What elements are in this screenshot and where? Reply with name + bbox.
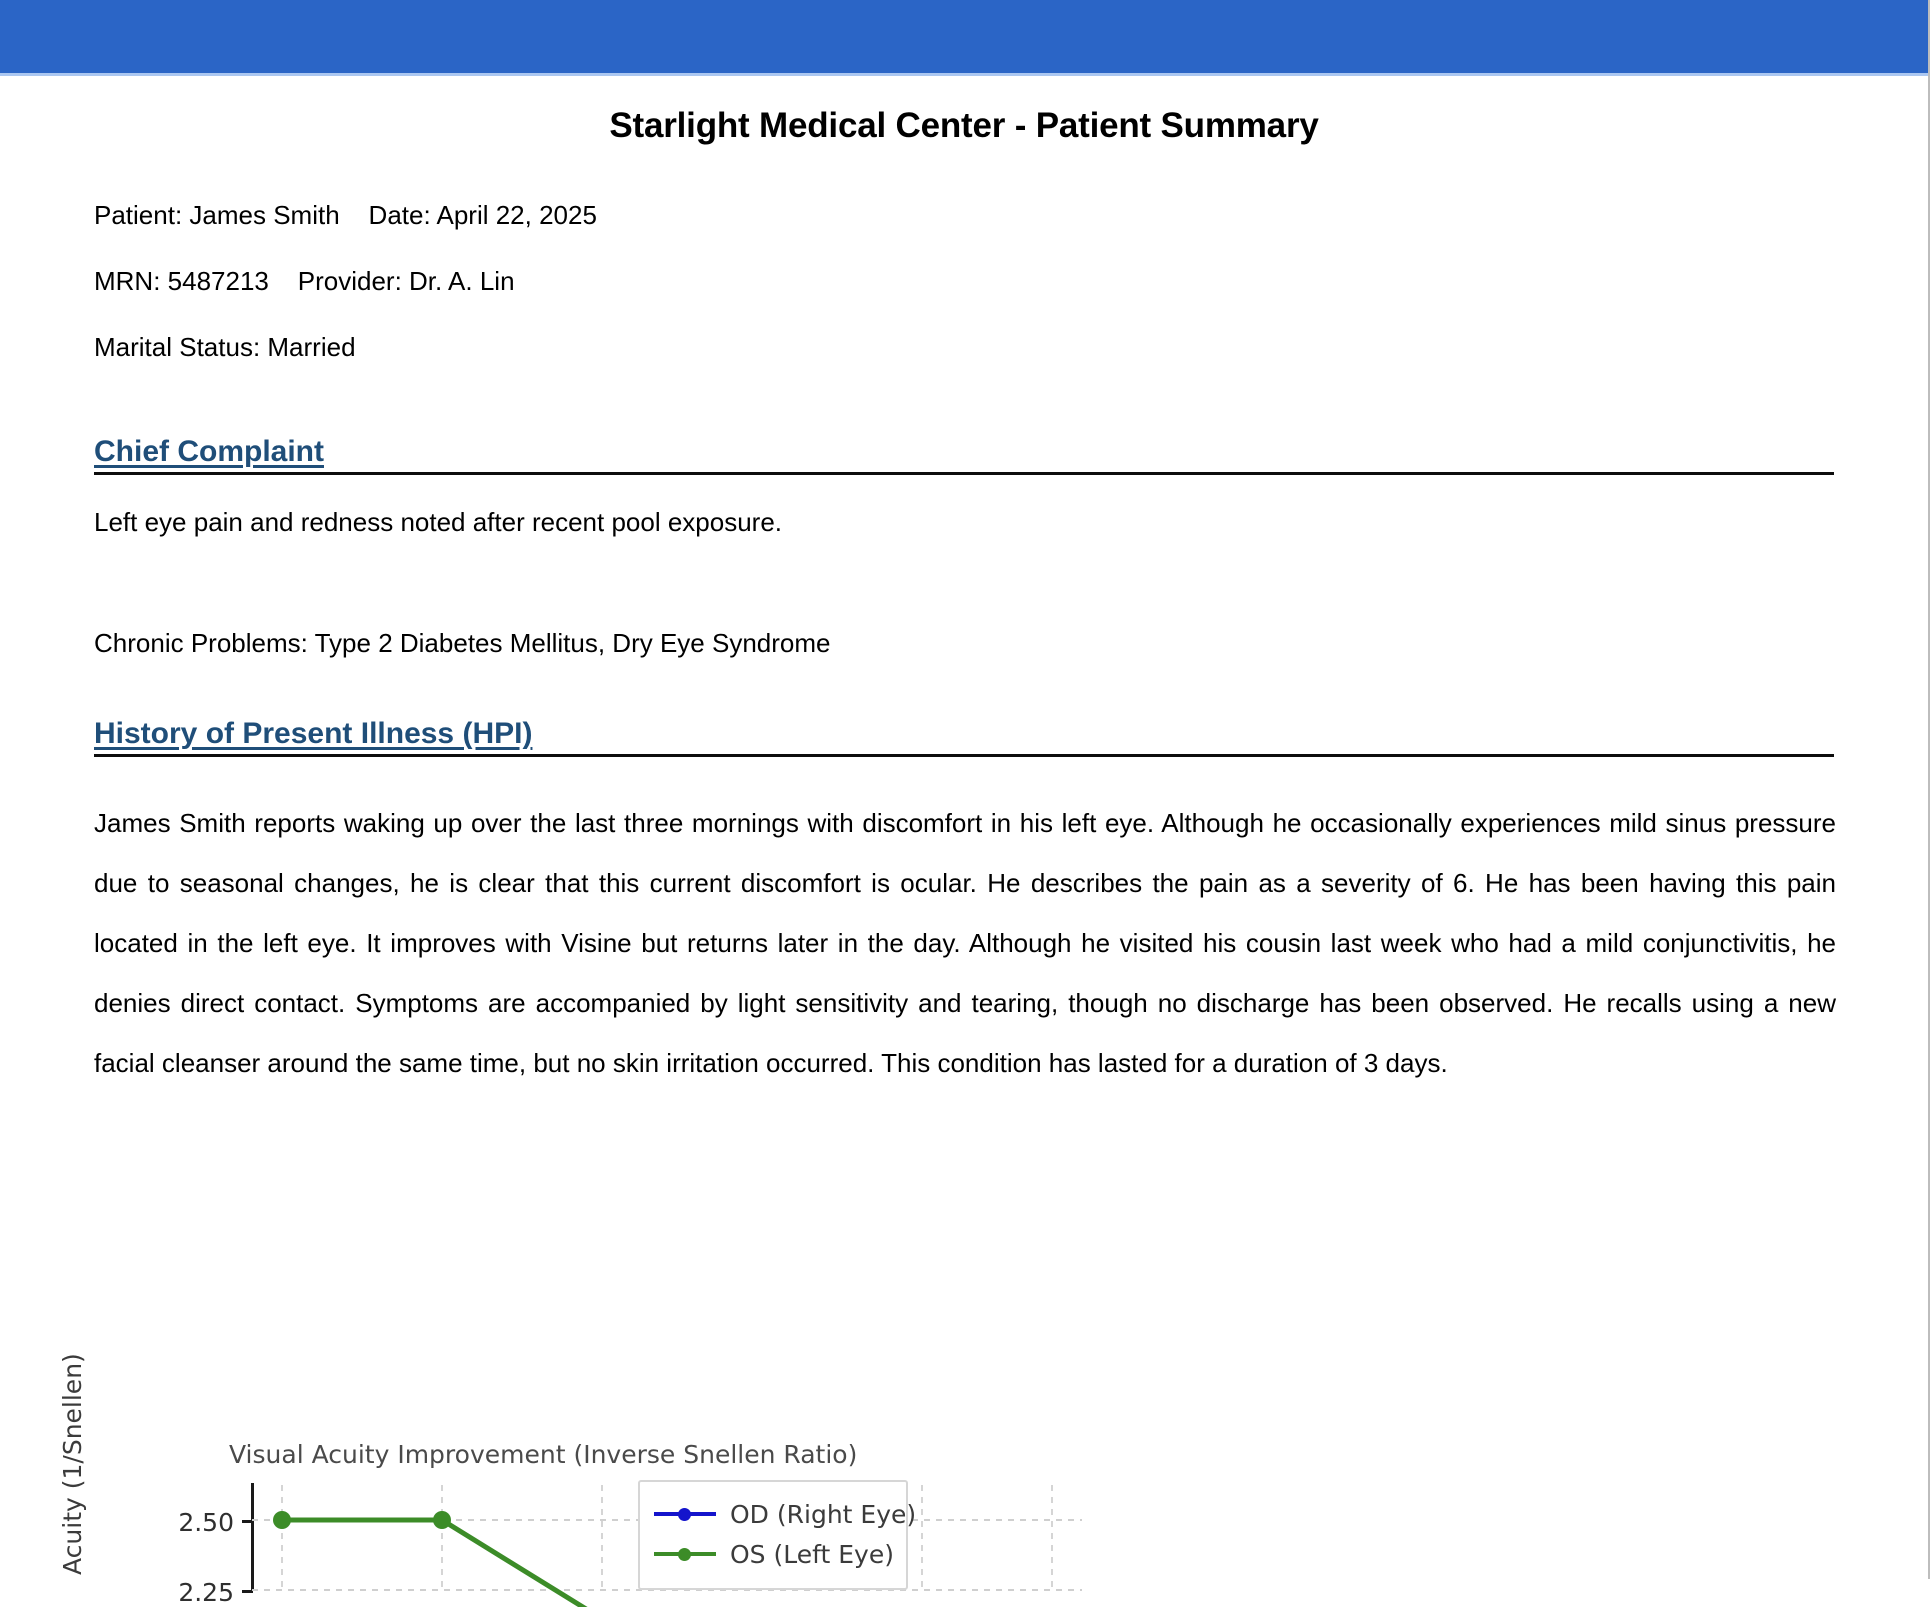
series-point-os-1 — [433, 1511, 451, 1529]
section-header-chief-complaint — [94, 435, 1834, 475]
meta-line-patient-date: Patient: James Smith Date: April 22, 2025 — [94, 200, 597, 230]
chronic-problems-text: Chronic Problems: Type 2 Diabetes Mellitus, Dry Eye Syndrome — [94, 628, 831, 658]
section-header-hpi — [94, 717, 1834, 757]
chart-legend — [638, 1480, 917, 1590]
hpi-paragraph: James Smith reports waking up over the last three mornings with discomfort in his left eye. Although he occasionally experiences mild sinus pressure due to seasonal changes, he is clear that this current discomfort is ocular. He describes the pain as a severity of 6. He has been having this pain located in the left eye. It improves with Visine but returns later in the day. Although he visited his cousin last week who had a mild conjunctivitis, he denies direct contact. Symptoms are accompanied by light sensitivity and tearing, though no discharge has been observed. He recalls using a new facial cleanser around the same time, but no skin irritation occurred. This condition has lasted for a duration of 3 days. — [94, 808, 1836, 1078]
visual-acuity-chart — [58, 1353, 1104, 1607]
series-line-os — [282, 1520, 612, 1607]
legend-label-os: OS (Left Eye) — [730, 1539, 894, 1569]
legend-item-od — [654, 1494, 917, 1534]
legend-item-os — [654, 1534, 892, 1574]
chart-y-axis-label: Acuity (1/Snellen) — [58, 1353, 87, 1575]
section-title-hpi: History of Present Illness (HPI) — [94, 717, 533, 750]
legend-swatch-od — [654, 1504, 716, 1524]
page-title: Starlight Medical Center - Patient Summary — [609, 106, 1319, 145]
legend-swatch-os — [654, 1544, 716, 1564]
chief-complaint-text: Left eye pain and redness noted after recent pool exposure. — [94, 507, 783, 537]
patient-meta-block — [94, 200, 1834, 363]
legend-label-od: OD (Right Eye) — [730, 1499, 917, 1529]
top-blue-bar — [0, 0, 1928, 73]
chart-ytick-250: 2.50 — [178, 1508, 234, 1537]
section-title-chief-complaint: Chief Complaint — [94, 435, 324, 468]
series-point-os-0 — [273, 1511, 291, 1529]
chart-ytick-mark-225 — [242, 1590, 253, 1593]
chart-title: Visual Acuity Improvement (Inverse Snellen Ratio) — [229, 1440, 858, 1469]
document-content — [0, 73, 1928, 1579]
meta-line-marital-status: Marital Status: Married — [94, 332, 356, 362]
meta-line-mrn-provider: MRN: 5487213 Provider: Dr. A. Lin — [94, 266, 515, 296]
chart-ytick-225: 2.25 — [178, 1578, 234, 1607]
